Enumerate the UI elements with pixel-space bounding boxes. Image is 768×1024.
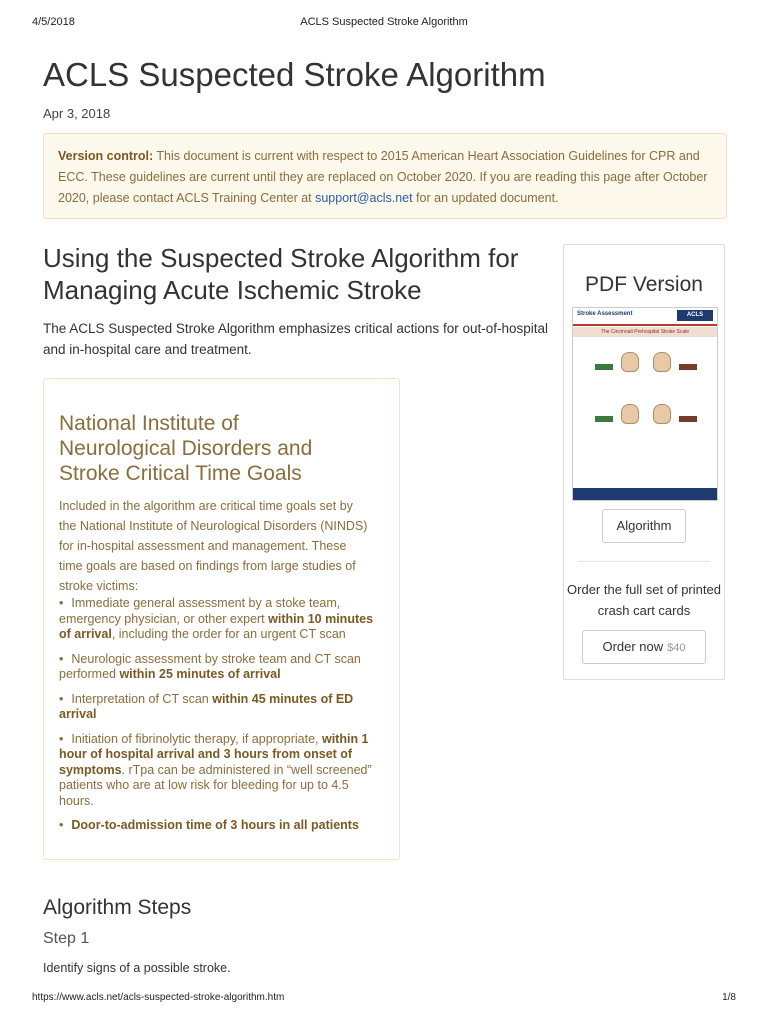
section-title: Using the Suspected Stroke Algorithm for Managing Acute Ischemic Stroke xyxy=(43,243,519,305)
version-control-notice xyxy=(43,133,727,219)
thumbnail-title: Stroke Assessment xyxy=(577,311,633,317)
face-illustration-icon xyxy=(653,352,671,372)
time-goals-list xyxy=(59,596,381,834)
thumbnail-footer xyxy=(573,488,717,500)
print-url: https://www.acls.net/acls-suspected-stroke-algorithm.htm xyxy=(32,992,285,1003)
abnormal-tag-icon xyxy=(679,364,697,370)
divider xyxy=(578,561,710,562)
algorithm-steps-heading: Algorithm Steps xyxy=(43,896,192,919)
ninds-intro: Included in the algorithm are critical time goals set by the National Institute of Neurological Disorders (NINDS) for in-hospital assessment and management. These time goals are based on findings from large studies of stroke victims: xyxy=(59,499,368,593)
pdf-version-panel xyxy=(563,244,725,680)
version-label: Version control: xyxy=(58,149,154,163)
step-1-text: Identify signs of a possible stroke. xyxy=(43,961,231,975)
arm-illustration-icon xyxy=(653,404,671,424)
acls-logo: ACLS xyxy=(677,310,713,321)
bullet-icon: • xyxy=(59,691,64,706)
list-item: • Door-to-admission time of 3 hours in all patients xyxy=(59,818,359,832)
print-title: ACLS Suspected Stroke Algorithm xyxy=(300,16,468,28)
algorithm-button[interactable]: Algorithm xyxy=(602,509,686,543)
print-date: 4/5/2018 xyxy=(32,16,75,28)
list-item: • Neurologic assessment by stroke team and CT scan performed within 25 minutes of arrival xyxy=(59,651,361,681)
thumbnail-header xyxy=(573,308,717,326)
order-now-label: Order now xyxy=(602,639,664,654)
bullet-icon: • xyxy=(59,596,64,610)
version-text-end: for an updated document. xyxy=(412,191,559,205)
publish-date: Apr 3, 2018 xyxy=(43,106,111,121)
order-now-button[interactable] xyxy=(582,630,706,664)
normal-tag-icon xyxy=(595,364,613,370)
ninds-time-goals-box xyxy=(43,378,400,860)
page-number: 1/8 xyxy=(722,992,736,1003)
print-header xyxy=(0,16,768,32)
list-item: • Interpretation of CT scan within 45 minutes of ED arrival xyxy=(59,691,354,721)
bullet-icon: • xyxy=(59,651,64,666)
order-text: Order the full set of printed crash cart cards xyxy=(567,582,721,618)
support-email-link[interactable]: support@acls.net xyxy=(315,191,413,205)
version-text: This document is current with respect to 2015 American Heart Association Guidelines for CPR and ECC. These guidelines are current until they are replaced on October 2020. If you are reading this page after October 2020, please contact ACLS Training Center at xyxy=(58,149,708,205)
bullet-icon: • xyxy=(59,731,64,746)
order-price: $40 xyxy=(667,642,686,654)
arm-illustration-icon xyxy=(621,404,639,424)
face-illustration-icon xyxy=(621,352,639,372)
page-title: ACLS Suspected Stroke Algorithm xyxy=(43,56,546,93)
step-1-label: Step 1 xyxy=(43,930,90,947)
intro-paragraph: The ACLS Suspected Stroke Algorithm emphasizes critical actions for out-of-hospital and in-hospital care and treatment. xyxy=(43,321,548,357)
thumbnail-band: The Cincinnati Prehospital Stroke Scale xyxy=(573,327,717,337)
pdf-thumbnail[interactable] xyxy=(572,307,718,501)
bullet-icon: • xyxy=(59,818,64,832)
abnormal-tag-icon xyxy=(679,416,697,422)
normal-tag-icon xyxy=(595,416,613,422)
ninds-title: National Institute of Neurological Disorders and Stroke Critical Time Goals xyxy=(59,412,313,485)
pdf-heading: PDF Version xyxy=(585,273,703,296)
list-item: • Initiation of fibrinolytic therapy, if appropriate, within 1 hour of hospital arrival and 3 hours from onset of symptoms. rTpa can be administered in “well screened” patients who are at low risk for bleeding for up to 4.5 hours. xyxy=(59,731,372,808)
list-item: • Immediate general assessment by a stoke team, emergency physician, or other expert within 10 minutes of arrival, including the order for an urgent CT scan xyxy=(59,596,374,641)
